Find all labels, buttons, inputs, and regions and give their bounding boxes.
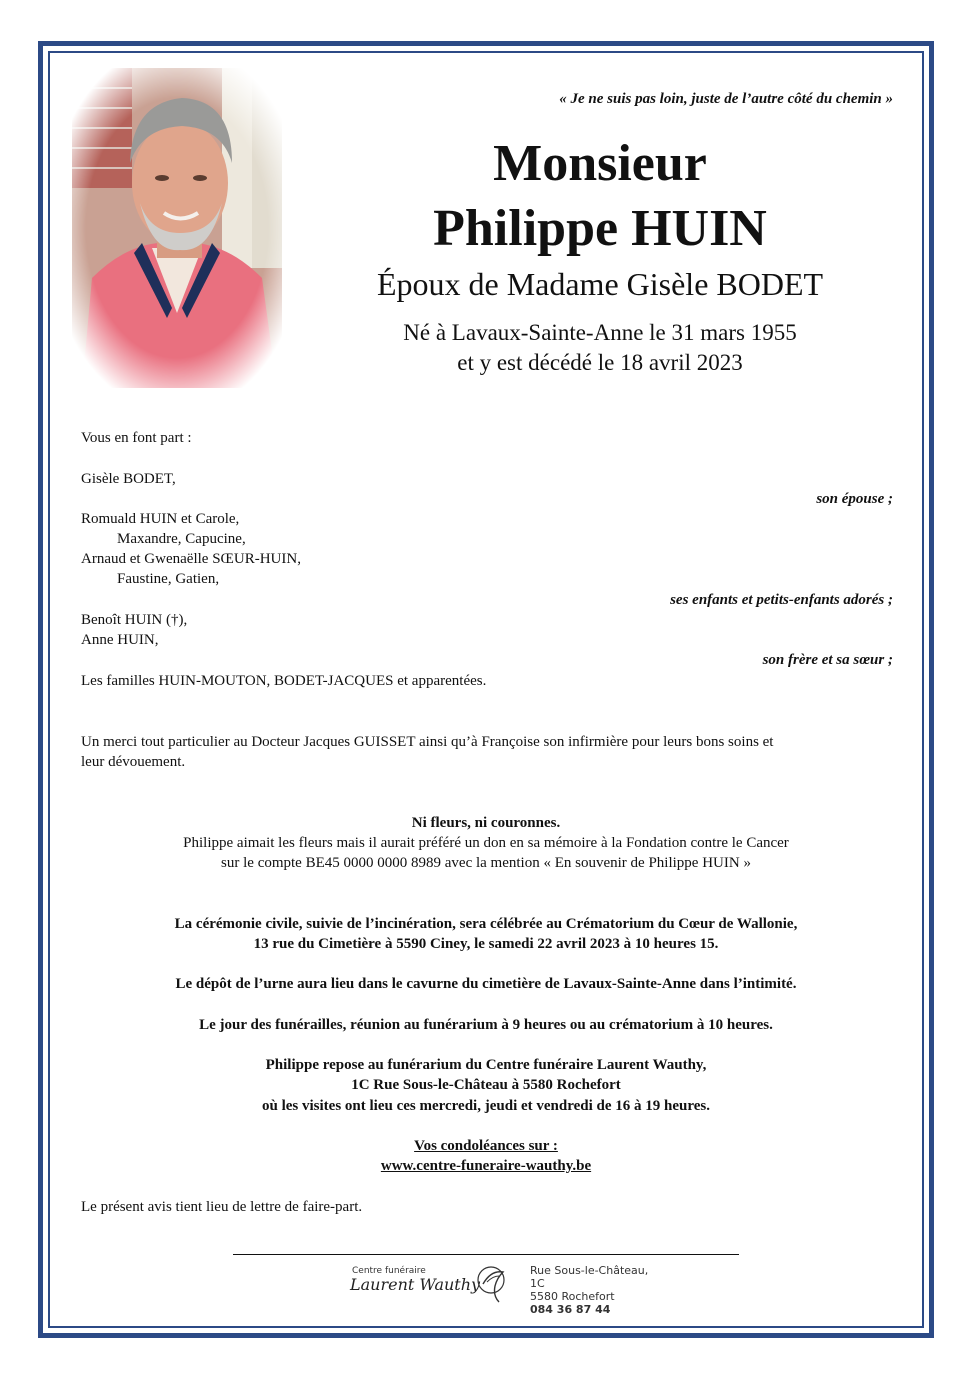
- death-line: et y est décédé le 18 avril 2023: [457, 350, 743, 375]
- portrait-photo: [72, 68, 282, 388]
- condolences-link[interactable]: www.centre-funeraire-wauthy.be: [380, 1158, 592, 1174]
- family-member: Faustine, Gatien,: [117, 571, 220, 587]
- meeting-line: Le jour des funérailles, réunion au funérarium à 9 heures ou au crématorium à 10 heures.: [199, 1017, 773, 1033]
- donation-line: sur le compte BE45 0000 0000 8989 avec la mention « En souvenir de Philippe HUIN »: [221, 855, 751, 871]
- logo-small-text: Centre funéraire: [352, 1266, 426, 1276]
- footer-divider: [233, 1254, 739, 1255]
- ceremony-line: La cérémonie civile, suivie de l’incinération, sera célébrée au Crématorium du Cœur de Wallonie,: [174, 916, 798, 932]
- condolences-label: Vos condoléances sur :: [414, 1138, 558, 1154]
- relation-label: ses enfants et petits-enfants adorés ;: [670, 592, 893, 608]
- announcement-intro: Vous en font part :: [81, 430, 192, 446]
- relation-label: son frère et sa sœur ;: [762, 652, 893, 668]
- honorific-title: Monsieur: [493, 135, 707, 192]
- family-member: Romuald HUIN et Carole,: [81, 511, 240, 527]
- family-member: Arnaud et Gwenaëlle SŒUR-HUIN,: [81, 551, 301, 567]
- footer-address: [530, 1264, 660, 1316]
- address-line: 5580 Rochefort: [530, 1290, 615, 1303]
- urn-line: Le dépôt de l’urne aura lieu dans le cavurne du cimetière de Lavaux-Sainte-Anne dans l’intimité.: [175, 976, 797, 992]
- dove-icon: [475, 1262, 511, 1304]
- address-line: Rue Sous-le-Château, 1C: [530, 1264, 649, 1290]
- logo-name-text: Laurent Wauthy: [350, 1275, 481, 1294]
- relation-label: son épouse ;: [816, 491, 893, 507]
- epigraph-quote: « Je ne suis pas loin, juste de l’autre côté du chemin »: [559, 91, 893, 107]
- rest-line: 1C Rue Sous-le-Château à 5580 Rochefort: [351, 1077, 621, 1093]
- families-line: Les familles HUIN-MOUTON, BODET-JACQUES et apparentées.: [81, 673, 487, 689]
- spouse-line: Époux de Madame Gisèle BODET: [376, 266, 824, 302]
- donation-line: Philippe aimait les fleurs mais il aurait préféré un don en sa mémoire à la Fondation contre le Cancer: [183, 835, 789, 851]
- family-member: Gisèle BODET,: [81, 471, 176, 487]
- family-member: Anne HUIN,: [81, 632, 159, 648]
- phone-number: 084 36 87 44: [530, 1303, 611, 1316]
- birth-death-dates: [300, 318, 900, 378]
- family-member: Maxandre, Capucine,: [117, 531, 246, 547]
- footer-logo: [340, 1260, 660, 1316]
- closing-line: Le présent avis tient lieu de lettre de faire-part.: [81, 1199, 363, 1215]
- ceremony-line: 13 rue du Cimetière à 5590 Ciney, le samedi 22 avril 2023 à 10 heures 15.: [253, 936, 719, 952]
- birth-line: Né à Lavaux-Sainte-Anne le 31 mars 1955: [403, 320, 797, 345]
- flowers-title: Ni fleurs, ni couronnes.: [411, 815, 561, 831]
- thanks-line: leur dévouement.: [81, 754, 186, 770]
- family-member: Benoît HUIN (†),: [81, 612, 188, 628]
- thanks-line: Un merci tout particulier au Docteur Jacques GUISSET ainsi qu’à Françoise son infirmière pour leurs bons soins et: [81, 734, 774, 750]
- rest-line: où les visites ont lieu ces mercredi, jeudi et vendredi de 16 à 19 heures.: [261, 1098, 711, 1114]
- deceased-name: Philippe HUIN: [433, 200, 767, 257]
- rest-line: Philippe repose au funérarium du Centre funéraire Laurent Wauthy,: [265, 1057, 707, 1073]
